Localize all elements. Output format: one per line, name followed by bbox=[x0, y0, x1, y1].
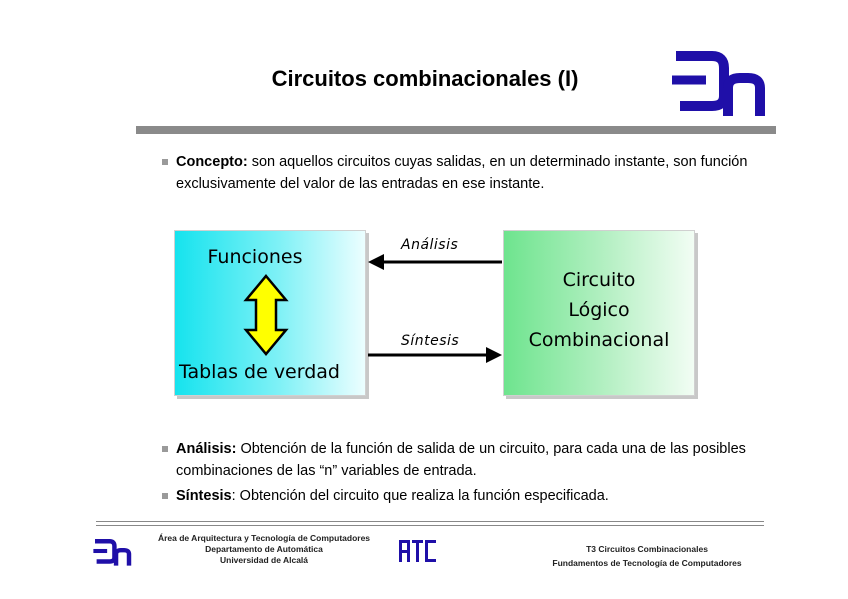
functions-label: Funciones bbox=[207, 246, 303, 268]
bullet-square-icon bbox=[162, 159, 168, 165]
footer-area: Área de Arquitectura y Tecnología de Computadores bbox=[157, 533, 371, 543]
atc-logo bbox=[398, 536, 438, 564]
circuit-label-line3: Combinacional bbox=[528, 329, 670, 351]
truth-tables-label: Tablas de verdad bbox=[179, 361, 340, 383]
circuit-label-line1: Circuito bbox=[562, 269, 636, 291]
dn-logo-small bbox=[90, 534, 134, 568]
bullet-square-icon bbox=[162, 493, 168, 499]
analysis-arrow bbox=[368, 254, 502, 270]
bullet-text: Obtención de la función de salida de un circuito, para cada una de las posibles combinaciones de las “n” variables de entrada. bbox=[176, 441, 746, 479]
functions-box bbox=[174, 230, 366, 396]
title-divider bbox=[136, 126, 776, 134]
footer-course bbox=[520, 542, 774, 570]
footer-topic: T3 Circuitos Combinacionales bbox=[586, 544, 708, 554]
footer-dept: Departamento de Automática bbox=[205, 544, 323, 554]
circuit-box bbox=[503, 230, 695, 396]
analysis-label: Análisis bbox=[401, 237, 459, 253]
bullet-square-icon bbox=[162, 446, 168, 452]
bullet-term: Síntesis bbox=[176, 488, 232, 504]
bullet-analisis bbox=[162, 438, 756, 482]
bullet-text: son aquellos circuitos cuyas salidas, en un determinado instante, son función exclusivamente del valor de las entradas en ese instante. bbox=[176, 154, 748, 192]
synthesis-arrow bbox=[368, 347, 502, 363]
dn-logo bbox=[668, 38, 768, 122]
footer-divider bbox=[96, 525, 764, 526]
footer-department bbox=[134, 533, 394, 566]
bullet-text: : Obtención del circuito que realiza la función especificada. bbox=[231, 488, 609, 504]
circuit-label bbox=[504, 265, 694, 355]
bullet-term: Análisis: bbox=[176, 441, 237, 457]
synthesis-label: Síntesis bbox=[401, 333, 460, 349]
footer-subject: Fundamentos de Tecnología de Computadores bbox=[552, 558, 742, 568]
footer-divider bbox=[96, 521, 764, 522]
footer-university: Universidad de Alcalá bbox=[219, 555, 309, 565]
bullet-term: Concepto: bbox=[176, 154, 248, 170]
circuit-label-line2: Lógico bbox=[568, 299, 630, 321]
bullet-concepto bbox=[162, 151, 756, 195]
slide-title: Circuitos combinacionales (I) bbox=[271, 66, 579, 91]
bullet-sintesis bbox=[162, 485, 756, 507]
